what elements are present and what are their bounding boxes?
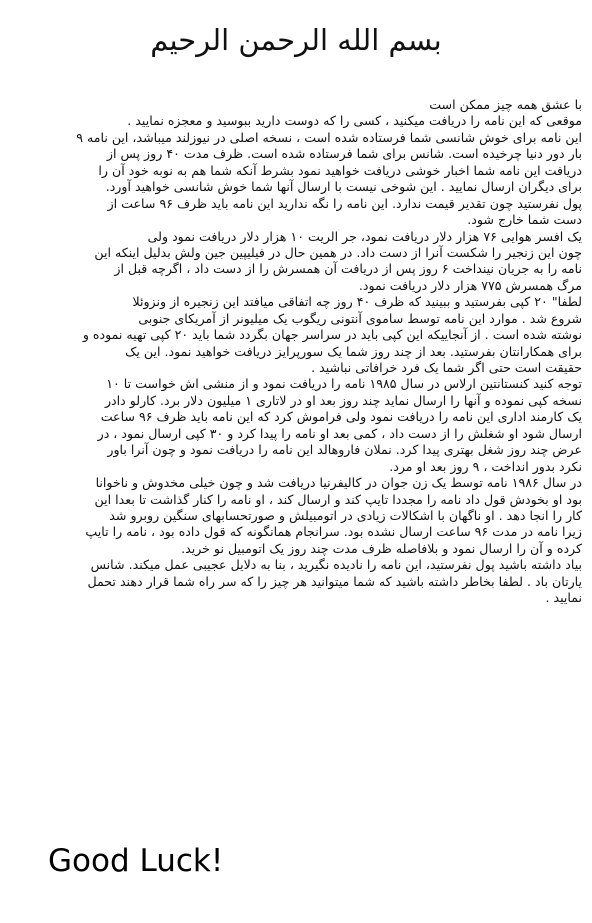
- letter-line: مرگ همسرش ۷۷۵ هزار دلار دریافت نمود.: [358, 277, 582, 293]
- letter-line: نکرد بدور انداخت ، ۹ روز بعد او مرد.: [389, 458, 582, 474]
- letter-line: در سال ۱۹۸۶ نامه توسط یک زن جوان در کالیفرنیا دریافت شد و چون خیلی مخدوش و ناخوانا: [95, 475, 582, 491]
- letter-line: نسخه کپی نموده و آنها را ارسال نماید چند روز بعد او در لاتاری ۱ میلیون دلار برد. کارلو دادر: [104, 392, 582, 408]
- letter-line: شروع شد . موارد این نامه توسط ساموی آنتونی ریگوب یک میلیونر از آمریکای جنوبی: [138, 310, 582, 326]
- good-luck-footer: Good Luck!: [48, 843, 224, 879]
- letter-line: نامه را به جریان نینداخت ۶ روز پس از دریافت آن همسرش را از دست داد ، اگرچه قبل از: [114, 261, 582, 277]
- letter-line: زیرا نامه در مدت ۹۶ ساعت ارسال نشده بود. سرانجام همانگونه که قول داده بود ، نامه را تایپ: [85, 524, 582, 540]
- letter-line: پول نفرستید چون تقدیر قیمت ندارد. این نامه را نگه ندارید این نامه باید ظرف ۹۶ ساعت از: [107, 195, 582, 211]
- letter-line: بیاد داشته باشید پول نفرستید، این نامه را نادیده نگیرید ، بنا به دلایل عجیبی عمل میکند. شانس: [90, 557, 582, 573]
- letter-line: توجه کنید کنستانتین ارلاس در سال ۱۹۸۵ نامه را دریافت نمود و از منشی اش خواست تا ۱۰: [106, 376, 582, 392]
- letter-line: یارتان باد . لطفا بخاطر داشته باشید که شما میتوانید هر چیز را که سر راه شما قرار دهند تحمل: [87, 573, 582, 589]
- letter-line: نمایید .: [545, 590, 582, 606]
- letter-line: حقیقت است حتی اگر شما یک فرد خرافاتی نباشید .: [311, 360, 582, 375]
- letter-line: کار را انجا دهد . او ناگهان با اشکالات زیادی در اتومبیلش و صورتحسابهای سنگین روبرو شد: [109, 507, 582, 523]
- letter-line: موقعی که این نامه را دریافت میکنید ، کسی را که دوست دارید ببوسید و معجزه نمایید .: [127, 113, 582, 129]
- letter-line: لطفا" ۲۰ کپی بفرستید و ببینید که ظرف ۴۰ روز چه اتفاقی میافتد این زنجیره از ونزوئلا: [132, 294, 582, 310]
- letter-line: ارسال شود او شغلش را از دست داد ، کمی بعد او نامه را پیدا کرد و ۳۰ کپی ارسال نمود ، در: [97, 425, 582, 441]
- letter-line: یک افسر هوایی ۷۶ هزار دلار دریافت نمود، جر الریت ۱۰ هزار دلار دریافت نمود ولی: [147, 228, 582, 244]
- letter-line: چون این زنجیر را شکست آنرا از دست داد. در همین حال در فیلیپین جین ولش بدلیل اینکه این: [94, 244, 582, 260]
- letter-body: [34, 97, 582, 607]
- letter-line: یک کارمند اداری این نامه را دریافت نمود ولی فراموش کرد که این نامه باید ظرف ۹۶ ساعت: [100, 409, 582, 425]
- letter-line: نوشته شده است . از آنجاییکه این کپی باید در سراسر جهان بگردد شما باید ۲۰ کپی تهیه نموده و: [82, 327, 582, 343]
- letter-line: برای دیگران ارسال نمایید . این شوخی نیست با ارسال آنها شما خوش شانسی خواهید آورد.: [105, 179, 582, 195]
- letter-line: کرده و آن را ارسال نمود و بلافاصله ظرف مدت چند روز یک اتومبیل نو خرید.: [181, 540, 582, 556]
- letter-line: عرض چند روز شغل بهتری پیدا کرد. نملان فاروهالد این نامه را دریافت نمود و چون آنرا باور: [107, 442, 582, 458]
- letter-line: با عشق همه چیز ممکن است: [429, 97, 582, 112]
- letter-line: دریافت این نامه شما اخبار خوشی دریافت خواهید نمود بشرط آنکه شما هم به نوبه خود آن را: [98, 162, 582, 178]
- letter-line: بود او بخودش قول داد نامه را مجددا تایپ کند و ارسال کند ، او نامه را کنار گذاشت تا بعدا این: [94, 491, 582, 507]
- letter-line: این نامه برای خوش شانسی شما فرستاده شده است ، نسخه اصلی در نیوزلند میباشد، این نامه ۹: [76, 129, 582, 145]
- letter-line: دست شما خارج شود.: [467, 212, 582, 228]
- letter-line: برای همکارانتان بفرستید. بعد از چند روز شما یک سورپرایز دریافت خواهید نمود. این یک: [125, 343, 582, 359]
- page-title: بسم الله الرحمن الرحیم: [150, 23, 442, 57]
- letter-line: بار دور دنیا چرخیده است. شانس برای شما فرستاده شده است. ظرف مدت ۴۰ روز پس از: [106, 146, 582, 162]
